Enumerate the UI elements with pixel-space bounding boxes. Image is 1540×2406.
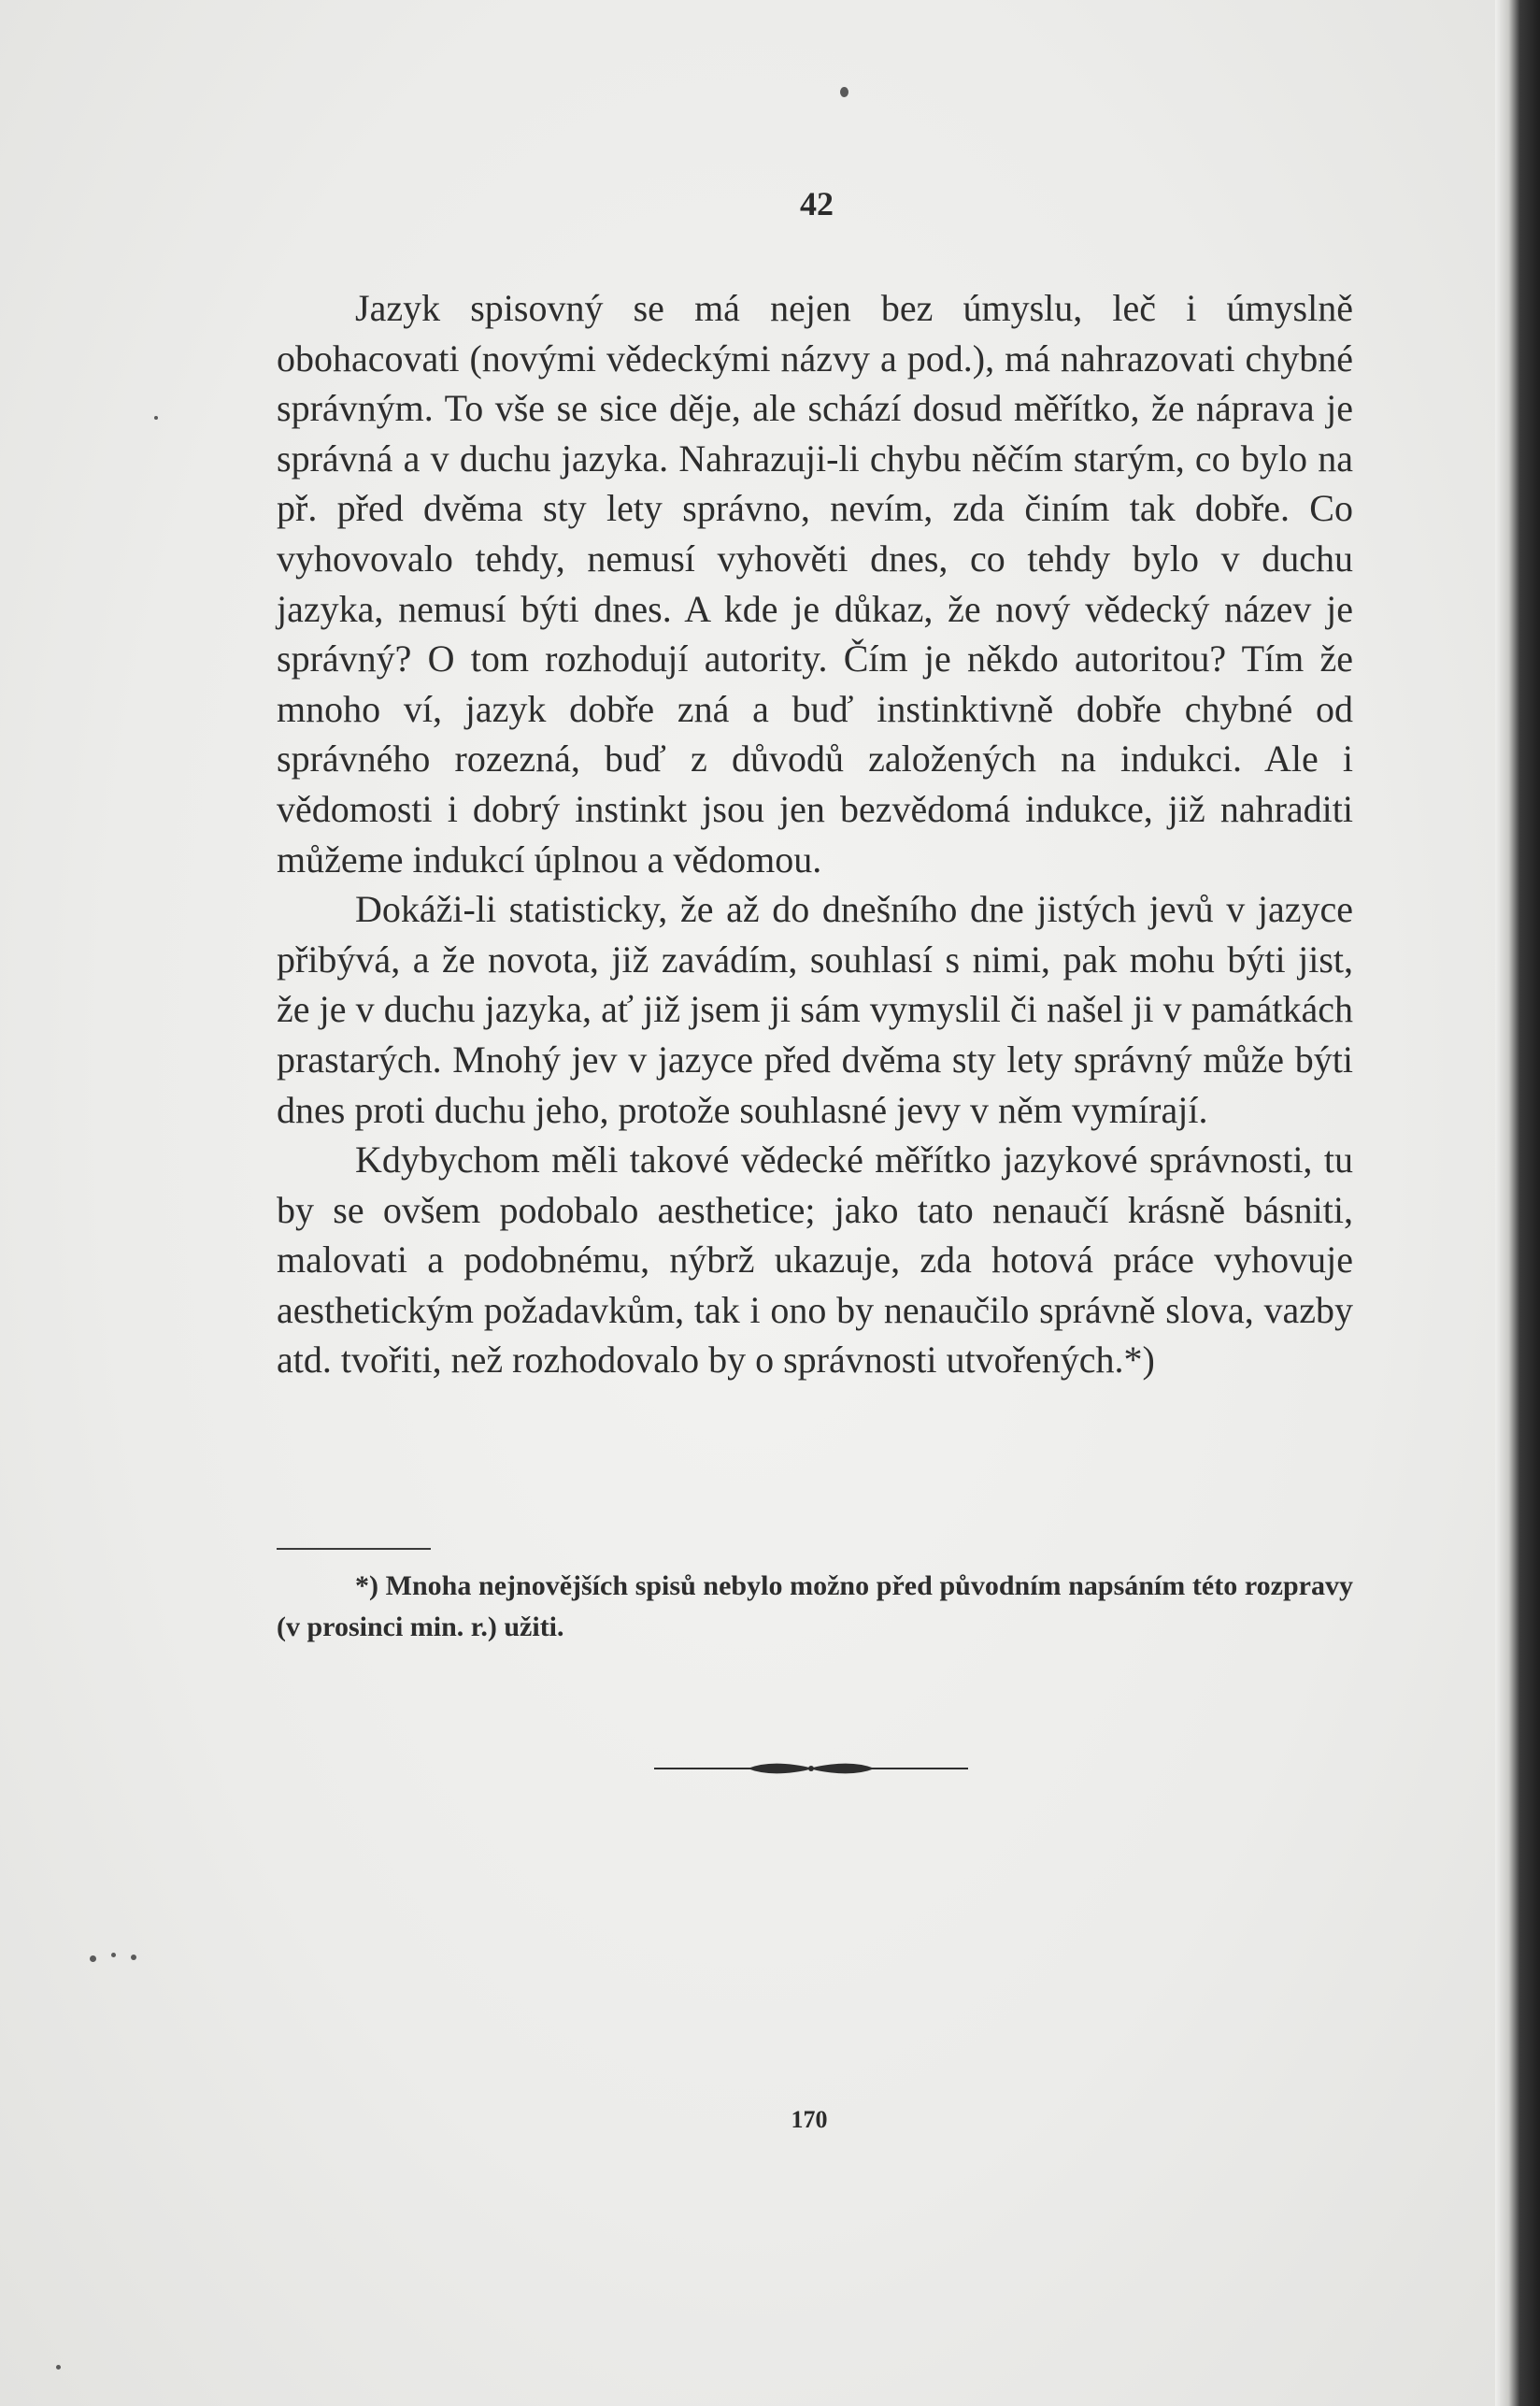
paragraph-3: Kdybychom měli takové vědecké měřítko jazykové správnosti, tu by se ovšem podobalo aesthetice; jako tato nenaučí krásně básniti, malovati a podobnému, nýbrž ukazuje, zda hotová práce vyhovuje aesthetickým požadavkům, tak i ono by nenaučilo správně slova, vazby atd. tvořiti, než rozhodovalo by o správnosti utvořených.*) <box>277 1139 1353 1382</box>
paper-speck <box>131 1955 136 1960</box>
signature-mark: 170 <box>791 2106 828 2133</box>
paper-speck <box>111 1953 116 1957</box>
body-text <box>277 283 1353 1385</box>
page-number: 42 <box>800 185 834 222</box>
paragraph-1: Jazyk spisovný se má nejen bez úmyslu, leč i úmyslně obohacovati (novými vědeckými názvy a pod.), má nahrazovati chybné správným. To vše se sice děje, ale schází dosud měřítko, že náprava je správná a v duchu jazyka. Nahrazuji-li chybu něčím starým, co bylo na př. před dvěma sty lety správno, nevím, zda činím tak dobře. Co vyhovovalo tehdy, nemusí vyhověti dnes, co tehdy bylo v duchu jazyka, nemusí býti dnes. A kde je důkaz, že nový vědecký název je správný? O tom rozhodují autority. Čím je někdo autoritou? Tím že mnoho ví, jazyk dobře zná a buď instinktivně dobře chybné od správného rozezná, buď z důvodů založených na indukci. Ale i vědomosti i dobrý instinkt jsou jen bezvědomá indukce, již nahraditi můžeme indukcí úplnou a vědomou. <box>277 287 1353 881</box>
footnote: *) Mnoha nejnovějších spisů nebylo možno před původním napsáním této rozpravy (v prosinci min. r.) užiti. <box>277 1570 1353 1642</box>
paragraph-2: Dokáži-li statisticky, že až do dnešního dne jistých jevů v jazyce přibývá, a že novota, již zavádím, souhlasí s nimi, pak mohu býti jist, že je v duchu jazyka, ať již jsem ji sám vymyslil či našel ji v památkách prastarých. Mnohý jev v jazyce před dvěma sty lety správný může býti dnes proti duchu jeho, protože souhlasné jevy v něm vymírají. <box>277 888 1353 1131</box>
paper-speck <box>154 416 158 420</box>
paper-speck <box>56 2365 61 2370</box>
paper-speck <box>840 87 848 97</box>
page-edge-shadow <box>1495 0 1540 2406</box>
footnote-rule <box>277 1548 431 1550</box>
paper-speck <box>90 1955 96 1962</box>
end-ornament <box>654 1757 968 1780</box>
